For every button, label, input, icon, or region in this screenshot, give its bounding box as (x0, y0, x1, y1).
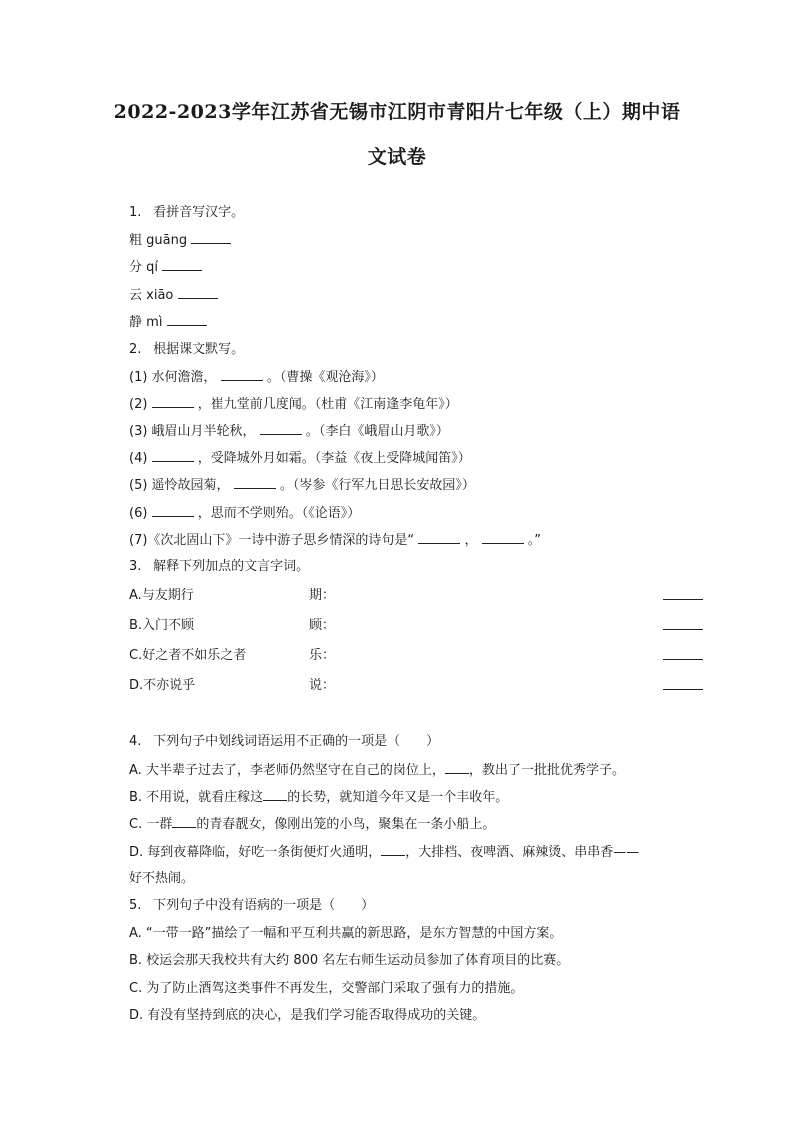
q2-line: (7)《次北固山下》一诗中游子思乡情深的诗句是“ ， 。” (129, 533, 541, 548)
q4-option-d-continued: 好不热闹。 (129, 871, 195, 886)
q3-item-phrase: C.好之者不如乐之者 (129, 648, 247, 663)
q4-option-c[interactable]: C. 一群 的青春靓女，像刚出笼的小鸟，聚集在一条小船上。 (129, 817, 496, 832)
answer-blank[interactable] (663, 677, 703, 690)
answer-blank[interactable] (482, 531, 524, 544)
answer-blank[interactable] (221, 368, 263, 381)
answer-blank[interactable] (663, 617, 703, 630)
question-1-stem: 1. 看拼音写汉字。 (129, 205, 245, 220)
answer-blank[interactable] (234, 476, 276, 489)
answer-blank[interactable] (152, 449, 194, 462)
question-5-stem: 5. 下列句子中没有语病的一项是（ ） (129, 898, 375, 913)
q3-item-word: 说： (309, 677, 335, 695)
q5-option-b[interactable]: B. 校运会那天我校共有大约 800 名左右师生运动员参加了体育项目的比赛。 (129, 953, 570, 968)
q1-item: 云 xiāo (129, 286, 218, 305)
answer-blank[interactable] (418, 531, 460, 544)
q2-line: (6) ，思而不学则殆。（《论语》） (129, 506, 361, 521)
answer-blank[interactable] (167, 313, 207, 326)
q2-line: (1) 水何澹澹， 。（曹操《观沧海》） (129, 370, 384, 385)
q3-item-phrase: D.不亦说乎 (129, 678, 196, 693)
q4-option-d[interactable]: D. 每到夜幕降临，好吃一条街便灯火通明， ，大排档、夜啤酒、麻辣烫、串串香—— (129, 845, 640, 860)
answer-blank[interactable] (152, 504, 194, 517)
q4-option-b[interactable]: B. 不用说，就看庄稼这 的长势，就知道今年又是一个丰收年。 (129, 790, 509, 805)
q3-item-word: 顾： (309, 617, 335, 635)
question-4-stem: 4. 下列句子中划线词语运用不正确的一项是（ ） (129, 734, 440, 749)
answer-blank[interactable] (178, 286, 218, 299)
q1-item: 静 mì (129, 313, 207, 332)
q3-item-phrase: B.入门不顾 (129, 618, 195, 633)
q5-option-a[interactable]: A. “一带一路”描绘了一幅和平互利共赢的新思路，是东方智慧的中国方案。 (129, 926, 563, 941)
underline-blank (445, 761, 469, 774)
q2-line: (4) ，受降城外月如霜。（李益《夜上受降城闻笛》） (129, 451, 471, 466)
q4-option-a[interactable]: A. 大半辈子过去了，李老师仍然坚守在自己的岗位上， ，教出了一批批优秀学子。 (129, 763, 625, 778)
underline-blank (263, 788, 287, 801)
q3-item-word: 期： (309, 587, 335, 605)
q2-line: (5) 遥怜故园菊， 。（岑参《行军九日思长安故园》） (129, 478, 475, 493)
question-2-stem: 2. 根据课文默写。 (129, 342, 245, 357)
q1-item: 粗 guāng (129, 231, 231, 250)
answer-blank[interactable] (260, 422, 302, 435)
title-line-2: 文试卷 (367, 146, 427, 168)
q3-item-phrase: A.与友期行 (129, 588, 194, 603)
answer-blank[interactable] (162, 258, 202, 271)
underline-blank (172, 815, 196, 828)
q5-option-d[interactable]: D. 有没有坚持到底的决心，是我们学习能否取得成功的关键。 (129, 1008, 486, 1023)
q3-item-word: 乐： (309, 647, 335, 665)
answer-blank[interactable] (191, 231, 231, 244)
answer-blank[interactable] (663, 587, 703, 600)
answer-blank[interactable] (663, 647, 703, 660)
underline-blank (381, 843, 405, 856)
q5-option-c[interactable]: C. 为了防止酒驾这类事件不再发生，交警部门采取了强有力的措施。 (129, 981, 524, 996)
q2-line: (3) 峨眉山月半轮秋， 。（李白《峨眉山月歌》） (129, 424, 449, 439)
q1-item: 分 qí (129, 258, 202, 277)
q2-line: (2) ，崔九堂前几度闻。（杜甫《江南逢李龟年》） (129, 397, 458, 412)
title-line-1: 2022-2023学年江苏省无锡市江阴市青阳片七年级（上）期中语 (113, 101, 681, 123)
answer-blank[interactable] (152, 395, 194, 408)
question-3-stem: 3. 解释下列加点的文言字词。 (129, 559, 310, 574)
